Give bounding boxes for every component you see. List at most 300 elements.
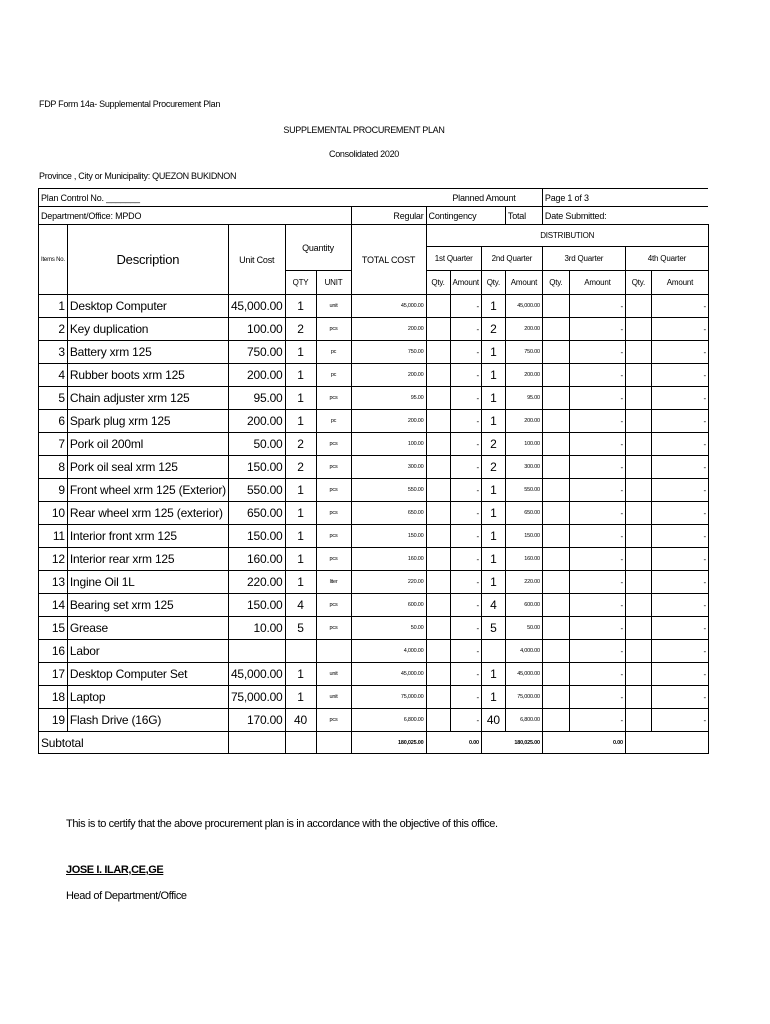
item-q3-amount: - [569,318,625,341]
item-q4-amount: - [651,433,708,456]
item-number: 2 [39,318,68,341]
item-q1-amount: - [450,525,481,548]
distribution-header: DISTRIBUTION [426,225,708,247]
item-total-cost: 100.00 [351,433,426,456]
item-q1-qty [426,548,450,571]
item-q4-qty [625,433,651,456]
item-q3-qty [542,479,569,502]
item-qty: 2 [285,318,316,341]
item-qty: 1 [285,295,316,318]
item-q1-amount: - [450,410,481,433]
item-q4-amount: - [651,640,708,663]
subtotal-label: Subtotal [39,732,229,754]
table-row [39,410,709,433]
item-q4-amount: - [651,410,708,433]
subtotal-q1-amount: 0.00 [426,732,481,754]
table-row [39,364,709,387]
item-unit-cost: 45,000.00 [228,663,285,686]
item-q3-qty [542,433,569,456]
item-q1-amount: - [450,640,481,663]
subtotal-row [39,732,709,754]
item-q3-amount: - [569,525,625,548]
description-header: Description [67,225,228,295]
subtotal-q4-amount [625,732,708,754]
item-number: 8 [39,456,68,479]
item-q1-amount: - [450,709,481,732]
item-q2-qty: 1 [481,502,505,525]
date-submitted: Date Submitted: [542,207,708,225]
item-q1-qty [426,433,450,456]
item-q2-amount: 150.00 [505,525,542,548]
item-q1-qty [426,525,450,548]
item-q3-amount: - [569,341,625,364]
item-unit: pc [316,364,351,387]
item-q4-qty [625,617,651,640]
item-unit: unit [316,663,351,686]
item-q4-qty [625,502,651,525]
item-q4-qty [625,410,651,433]
item-q4-amount: - [651,456,708,479]
q2-qty-header: Qty. [481,271,505,295]
item-q3-qty [542,387,569,410]
item-qty: 1 [285,548,316,571]
item-q3-qty [542,571,569,594]
q1-amount-header: Amount [450,271,481,295]
item-q3-amount: - [569,295,625,318]
subtotal-q3-amount: 0.00 [542,732,625,754]
item-q1-qty [426,571,450,594]
item-q4-qty [625,295,651,318]
item-unit-cost: 100.00 [228,318,285,341]
item-q3-amount: - [569,502,625,525]
item-unit-cost: 750.00 [228,341,285,364]
q1-qty-header: Qty. [426,271,450,295]
item-unit-cost: 170.00 [228,709,285,732]
item-q2-qty: 2 [481,433,505,456]
item-q2-qty: 2 [481,318,505,341]
item-qty: 1 [285,364,316,387]
item-number: 13 [39,571,68,594]
q2-header: 2nd Quarter [481,247,542,271]
item-unit: pcs [316,387,351,410]
item-q3-qty [542,617,569,640]
item-total-cost: 750.00 [351,341,426,364]
item-q1-amount: - [450,456,481,479]
unit-header: UNIT [316,271,351,295]
item-q4-amount: - [651,502,708,525]
item-q2-qty [481,640,505,663]
item-q2-amount: 50.00 [505,617,542,640]
qty-header: QTY [285,271,316,295]
item-qty: 5 [285,617,316,640]
item-q3-qty [542,295,569,318]
item-unit: unit [316,295,351,318]
contingency-header: Contingency [426,207,505,225]
item-q2-amount: 220.00 [505,571,542,594]
item-q4-qty [625,456,651,479]
item-description: Desktop Computer Set [67,663,228,686]
form-title: FDP Form 14a- Supplemental Procurement Plan [39,99,221,109]
item-q3-amount: - [569,640,625,663]
item-unit-cost: 550.00 [228,479,285,502]
item-q1-qty [426,410,450,433]
item-unit-cost: 160.00 [228,548,285,571]
item-description: Rear wheel xrm 125 (exterior) [67,502,228,525]
item-unit: pcs [316,525,351,548]
certification-text: This is to certify that the above procurement plan is in accordance with the objective of this office. [66,818,498,830]
planned-amount-header: Planned Amount [426,189,542,207]
item-number: 3 [39,341,68,364]
item-total-cost: 550.00 [351,479,426,502]
item-q4-qty [625,387,651,410]
item-unit-cost: 150.00 [228,594,285,617]
item-number: 5 [39,387,68,410]
item-q3-amount: - [569,663,625,686]
item-qty: 1 [285,410,316,433]
item-qty: 1 [285,387,316,410]
item-q4-qty [625,686,651,709]
item-q2-qty: 1 [481,571,505,594]
item-q1-amount: - [450,295,481,318]
table-row [39,686,709,709]
item-q4-qty [625,548,651,571]
q2-amount-header: Amount [505,271,542,295]
item-q1-qty [426,663,450,686]
item-unit: liter [316,571,351,594]
item-q4-amount: - [651,709,708,732]
item-q3-amount: - [569,456,625,479]
item-q2-qty: 1 [481,387,505,410]
item-q1-amount: - [450,571,481,594]
item-total-cost: 650.00 [351,502,426,525]
q4-header: 4th Quarter [625,247,708,271]
item-unit: pc [316,410,351,433]
item-q1-amount: - [450,433,481,456]
item-q4-qty [625,594,651,617]
table-row [39,479,709,502]
item-number: 1 [39,295,68,318]
item-total-cost: 4,000.00 [351,640,426,663]
item-description: Desktop Computer [67,295,228,318]
item-q3-qty [542,456,569,479]
item-total-cost: 220.00 [351,571,426,594]
item-number: 11 [39,525,68,548]
item-qty: 1 [285,341,316,364]
item-unit: pcs [316,456,351,479]
item-q2-amount: 4,000.00 [505,640,542,663]
item-q3-qty [542,525,569,548]
item-q4-qty [625,663,651,686]
item-q3-amount: - [569,433,625,456]
item-q4-amount: - [651,617,708,640]
item-q2-amount: 200.00 [505,318,542,341]
item-q2-amount: 75,000.00 [505,686,542,709]
item-total-cost: 75,000.00 [351,686,426,709]
item-number: 16 [39,640,68,663]
table-row [39,341,709,364]
item-q2-amount: 550.00 [505,479,542,502]
item-q2-qty: 1 [481,479,505,502]
item-number: 6 [39,410,68,433]
item-q2-qty: 1 [481,686,505,709]
item-unit: pcs [316,617,351,640]
item-q4-amount: - [651,548,708,571]
item-q2-amount: 750.00 [505,341,542,364]
location-label: Province , City or Municipality: QUEZON BUKIDNON [39,171,237,181]
item-q2-amount: 100.00 [505,433,542,456]
item-qty: 2 [285,433,316,456]
table-row [39,709,709,732]
item-unit-cost: 150.00 [228,456,285,479]
item-q1-qty [426,341,450,364]
item-unit: pcs [316,318,351,341]
item-unit: pcs [316,709,351,732]
total-cost-header: TOTAL COST [351,225,426,295]
item-unit-cost: 200.00 [228,410,285,433]
item-q2-qty: 2 [481,456,505,479]
q3-qty-header: Qty. [542,271,569,295]
item-q2-amount: 45,000.00 [505,295,542,318]
item-number: 9 [39,479,68,502]
q1-header: 1st Quarter [426,247,481,271]
item-q3-qty [542,341,569,364]
item-number: 14 [39,594,68,617]
item-q3-amount: - [569,571,625,594]
item-q3-amount: - [569,410,625,433]
item-unit-cost: 75,000.00 [228,686,285,709]
item-q1-amount: - [450,686,481,709]
item-q2-qty: 1 [481,525,505,548]
item-total-cost: 50.00 [351,617,426,640]
item-q4-amount: - [651,341,708,364]
item-q3-qty [542,548,569,571]
item-q1-amount: - [450,387,481,410]
item-q3-qty [542,686,569,709]
item-number: 10 [39,502,68,525]
item-q1-qty [426,295,450,318]
item-unit: pcs [316,594,351,617]
quantity-header: Quantity [285,225,351,271]
item-q4-qty [625,479,651,502]
item-total-cost: 200.00 [351,318,426,341]
item-q2-amount: 300.00 [505,456,542,479]
item-q2-qty: 1 [481,410,505,433]
item-q3-qty [542,502,569,525]
item-unit: pcs [316,479,351,502]
subtotal-total-cost: 180,025.00 [351,732,426,754]
item-total-cost: 45,000.00 [351,663,426,686]
item-q4-amount: - [651,479,708,502]
item-unit-cost: 150.00 [228,525,285,548]
item-q2-amount: 600.00 [505,594,542,617]
item-total-cost: 200.00 [351,410,426,433]
item-description: Labor [67,640,228,663]
item-description: Key duplication [67,318,228,341]
item-q2-qty: 1 [481,295,505,318]
item-q3-qty [542,410,569,433]
item-total-cost: 160.00 [351,548,426,571]
item-q3-amount: - [569,364,625,387]
table-row [39,571,709,594]
department-office: Department/Office: MPDO [39,207,352,225]
q4-qty-header: Qty. [625,271,651,295]
item-q1-qty [426,387,450,410]
item-qty: 1 [285,686,316,709]
item-q1-qty [426,318,450,341]
item-description: Laptop [67,686,228,709]
item-q3-amount: - [569,686,625,709]
item-q4-amount: - [651,571,708,594]
item-q4-amount: - [651,663,708,686]
item-q2-amount: 45,000.00 [505,663,542,686]
item-total-cost: 300.00 [351,456,426,479]
item-q2-qty: 40 [481,709,505,732]
signatory-name: JOSE I. ILAR,CE,GE [66,864,164,876]
item-q1-amount: - [450,341,481,364]
table-row [39,548,709,571]
item-q3-qty [542,663,569,686]
item-description: Battery xrm 125 [67,341,228,364]
table-row [39,594,709,617]
total-header: Total [505,207,542,225]
item-q3-qty [542,364,569,387]
item-description: Interior rear xrm 125 [67,548,228,571]
item-q1-amount: - [450,364,481,387]
item-description: Bearing set xrm 125 [67,594,228,617]
item-total-cost: 6,800.00 [351,709,426,732]
item-q3-amount: - [569,594,625,617]
item-q4-amount: - [651,387,708,410]
item-q1-qty [426,364,450,387]
item-number: 12 [39,548,68,571]
item-description: Chain adjuster xrm 125 [67,387,228,410]
item-q2-amount: 6,800.00 [505,709,542,732]
table-row [39,387,709,410]
item-q2-amount: 95.00 [505,387,542,410]
item-unit-cost: 50.00 [228,433,285,456]
table-row [39,318,709,341]
item-q4-amount: - [651,686,708,709]
item-number: 19 [39,709,68,732]
item-description: Pork oil seal xrm 125 [67,456,228,479]
item-qty: 1 [285,479,316,502]
item-number: 15 [39,617,68,640]
item-number: 4 [39,364,68,387]
item-total-cost: 45,000.00 [351,295,426,318]
regular-header: Regular [351,207,426,225]
item-description: Front wheel xrm 125 (Exterior) [67,479,228,502]
item-unit-cost: 45,000.00 [228,295,285,318]
table-row [39,295,709,318]
item-unit-cost: 220.00 [228,571,285,594]
item-q1-qty [426,686,450,709]
item-q4-amount: - [651,525,708,548]
item-qty: 1 [285,525,316,548]
item-q4-qty [625,318,651,341]
table-row [39,433,709,456]
item-unit: pcs [316,433,351,456]
items-no-header: Items No. [39,225,68,295]
item-q4-amount: - [651,318,708,341]
item-number: 18 [39,686,68,709]
item-q2-amount: 650.00 [505,502,542,525]
item-description: Pork oil 200ml [67,433,228,456]
item-description: Ingine Oil 1L [67,571,228,594]
item-q2-qty: 1 [481,364,505,387]
item-q2-qty: 1 [481,548,505,571]
item-description: Interior front xrm 125 [67,525,228,548]
item-q1-amount: - [450,663,481,686]
item-qty: 4 [285,594,316,617]
item-q3-amount: - [569,617,625,640]
table-row [39,617,709,640]
item-q1-qty [426,594,450,617]
item-total-cost: 600.00 [351,594,426,617]
item-q1-qty [426,640,450,663]
item-q1-qty [426,479,450,502]
item-q1-amount: - [450,548,481,571]
item-q4-qty [625,341,651,364]
item-q1-qty [426,456,450,479]
item-q2-amount: 160.00 [505,548,542,571]
item-unit [316,640,351,663]
item-q3-amount: - [569,387,625,410]
item-q4-qty [625,571,651,594]
item-unit-cost [228,640,285,663]
item-q1-amount: - [450,502,481,525]
item-description: Rubber boots xrm 125 [67,364,228,387]
plan-subheading: Consolidated 2020 [329,149,399,159]
item-unit: pcs [316,548,351,571]
item-q3-amount: - [569,709,625,732]
table-row [39,502,709,525]
item-unit-cost: 200.00 [228,364,285,387]
procurement-table [38,188,709,754]
item-number: 17 [39,663,68,686]
subtotal-unit [316,732,351,754]
subtotal-q2-amount: 180,025.00 [481,732,542,754]
item-q4-qty [625,709,651,732]
item-unit: unit [316,686,351,709]
item-q2-qty: 1 [481,341,505,364]
item-q2-amount: 200.00 [505,364,542,387]
item-q1-qty [426,709,450,732]
item-qty: 40 [285,709,316,732]
unit-cost-header: Unit Cost [228,225,285,295]
item-q1-amount: - [450,594,481,617]
q3-header: 3rd Quarter [542,247,625,271]
item-q3-amount: - [569,548,625,571]
item-number: 7 [39,433,68,456]
item-q1-qty [426,502,450,525]
item-q1-amount: - [450,617,481,640]
table-row [39,640,709,663]
item-total-cost: 95.00 [351,387,426,410]
item-unit-cost: 10.00 [228,617,285,640]
item-q3-qty [542,640,569,663]
table-row [39,663,709,686]
plan-heading: SUPPLEMENTAL PROCUREMENT PLAN [283,125,445,135]
item-q2-amount: 200.00 [505,410,542,433]
item-unit-cost: 95.00 [228,387,285,410]
item-q4-amount: - [651,295,708,318]
subtotal-qty [285,732,316,754]
item-q3-amount: - [569,479,625,502]
item-q2-qty: 5 [481,617,505,640]
item-description: Flash Drive (16G) [67,709,228,732]
table-row [39,456,709,479]
signatory-title: Head of Department/Office [66,890,187,902]
